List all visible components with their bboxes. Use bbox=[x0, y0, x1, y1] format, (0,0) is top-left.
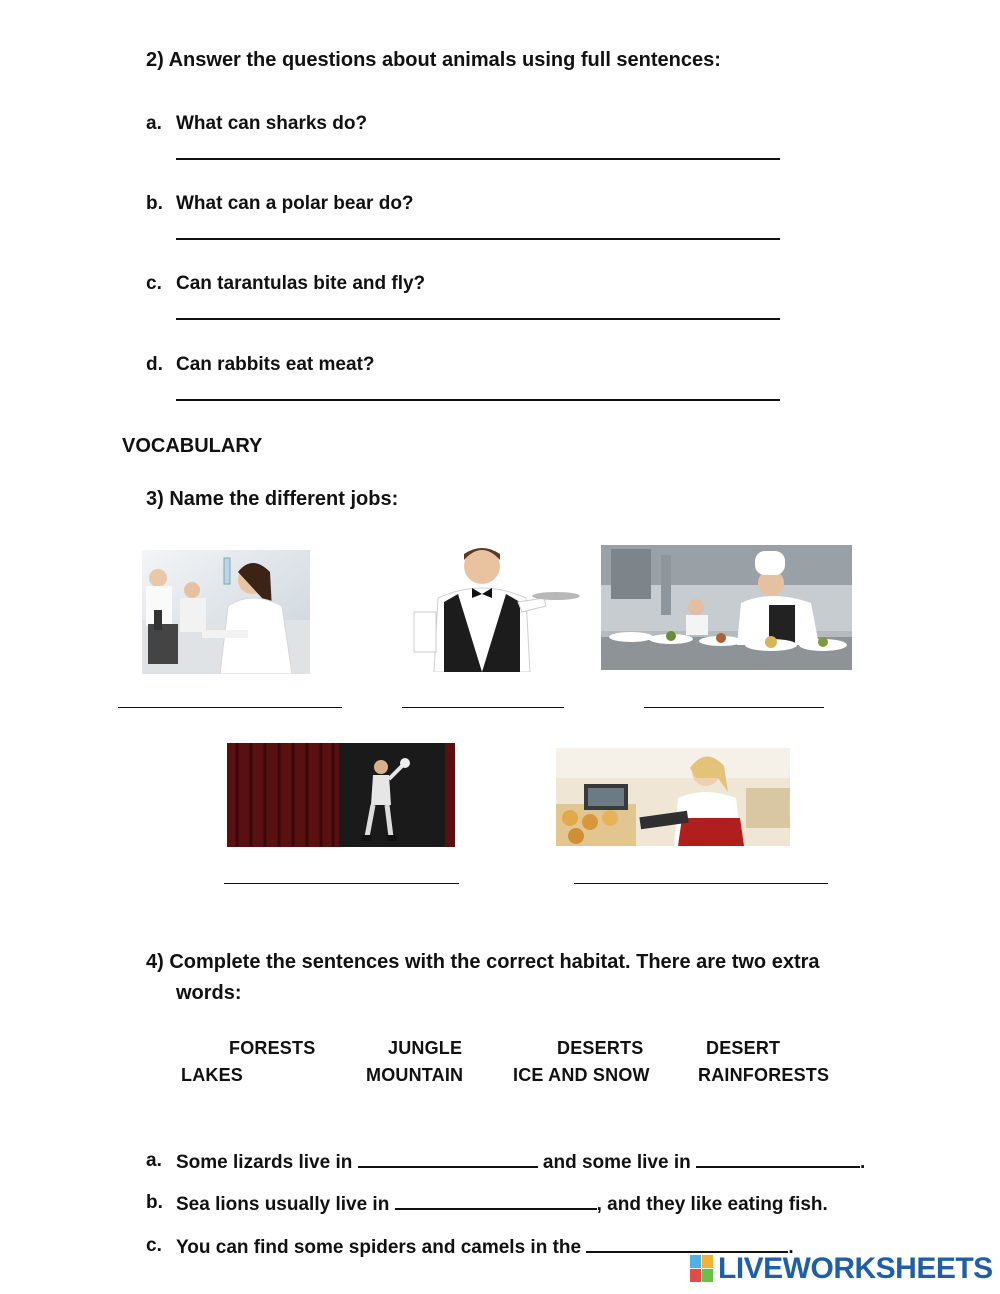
sentence-a-part1: Some lizards live in bbox=[176, 1152, 353, 1173]
answer-line-a[interactable] bbox=[176, 158, 780, 160]
job-answer-line-1[interactable] bbox=[118, 707, 342, 708]
sentence-b-part1: Sea lions usually live in bbox=[176, 1194, 390, 1215]
sentence-c-end: . bbox=[788, 1237, 794, 1258]
question-a-text: What can sharks do? bbox=[176, 113, 368, 134]
sentence-c-marker: c. bbox=[146, 1235, 162, 1256]
blank-a2[interactable] bbox=[696, 1150, 860, 1168]
answer-line-b[interactable] bbox=[176, 238, 780, 240]
chef-photo bbox=[601, 545, 852, 670]
question-b-text: What can a polar bear do? bbox=[176, 193, 414, 214]
job-answer-line-3[interactable] bbox=[644, 707, 824, 708]
sentence-a bbox=[176, 1150, 865, 1174]
liveworksheets-logo bbox=[690, 1252, 993, 1286]
section-3-heading: 3) Name the different jobs: bbox=[146, 488, 399, 510]
question-d-marker: d. bbox=[146, 354, 163, 375]
word-bank-item: ICE AND SNOW bbox=[513, 1065, 650, 1085]
job-answer-line-2[interactable] bbox=[402, 707, 564, 708]
actor-photo bbox=[227, 743, 455, 847]
sentence-a-part2: and some live in bbox=[542, 1152, 691, 1173]
sentence-b-part2: , and they like eating fish. bbox=[596, 1194, 828, 1215]
sentence-a-end: . bbox=[860, 1152, 866, 1173]
liveworksheets-brand: LIVEWORKSHEETS bbox=[718, 1252, 993, 1285]
question-c-marker: c. bbox=[146, 273, 162, 294]
job-answer-line-5[interactable] bbox=[574, 883, 828, 884]
vocabulary-title: VOCABULARY bbox=[122, 435, 263, 457]
word-bank-item: RAINFORESTS bbox=[698, 1065, 830, 1085]
word-bank-item: FORESTS bbox=[229, 1038, 316, 1058]
word-bank-item: DESERT bbox=[706, 1038, 781, 1058]
question-b-marker: b. bbox=[146, 193, 163, 214]
word-bank-item: JUNGLE bbox=[388, 1038, 463, 1058]
answer-line-d[interactable] bbox=[176, 399, 780, 401]
answer-line-c[interactable] bbox=[176, 318, 780, 320]
cashier-photo bbox=[556, 748, 790, 846]
question-c-text: Can tarantulas bite and fly? bbox=[176, 273, 426, 294]
sentence-a-marker: a. bbox=[146, 1150, 162, 1171]
section-4-heading-line1: 4) Complete the sentences with the correct habitat. There are two extra bbox=[146, 951, 820, 973]
section-2-heading: 2) Answer the questions about animals using full sentences: bbox=[146, 49, 721, 71]
blank-b1[interactable] bbox=[395, 1192, 597, 1210]
question-d-text: Can rabbits eat meat? bbox=[176, 354, 375, 375]
section-4-heading-line2: words: bbox=[176, 982, 242, 1004]
sentence-b bbox=[176, 1192, 828, 1216]
scientist-photo bbox=[142, 550, 310, 674]
sentence-c-part1: You can find some spiders and camels in the bbox=[176, 1237, 582, 1258]
waiter-photo bbox=[408, 542, 580, 672]
word-bank-item: MOUNTAIN bbox=[366, 1065, 464, 1085]
blank-c1[interactable] bbox=[586, 1235, 788, 1253]
word-bank-item: DESERTS bbox=[557, 1038, 644, 1058]
liveworksheets-logo-icon bbox=[690, 1255, 714, 1283]
question-a-marker: a. bbox=[146, 113, 162, 134]
blank-a1[interactable] bbox=[358, 1150, 538, 1168]
sentence-b-marker: b. bbox=[146, 1192, 163, 1213]
word-bank-item: LAKES bbox=[181, 1065, 244, 1085]
job-answer-line-4[interactable] bbox=[224, 883, 459, 884]
